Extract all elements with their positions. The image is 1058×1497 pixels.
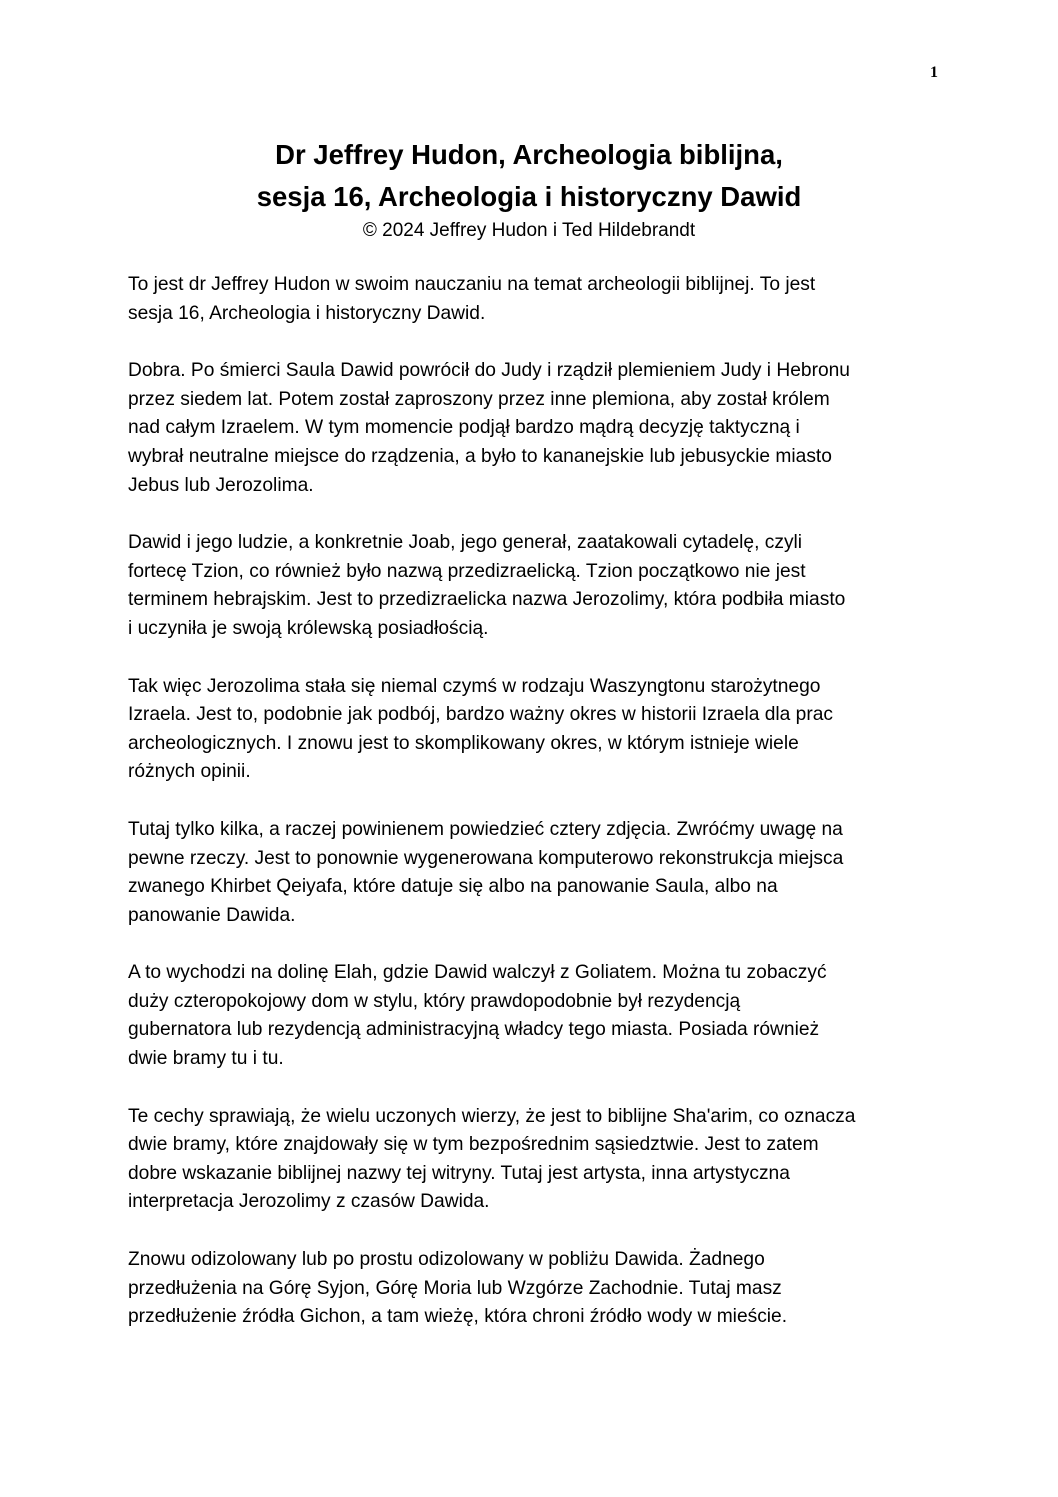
text-line: terminem hebrajskim. Jest to przedizraelicka nazwa Jerozolimy, która podbiła miasto bbox=[128, 589, 846, 611]
document-title-line-2: sesja 16, Archeologia i historyczny Dawid bbox=[256, 181, 802, 212]
text-line: przedłużenia na Górę Syjon, Górę Moria lub Wzgórze Zachodnie. Tutaj masz bbox=[128, 1277, 782, 1299]
paragraph bbox=[128, 1246, 928, 1332]
paragraph bbox=[128, 529, 928, 643]
text-line: przedłużenie źródła Gichon, a tam wieżę, która chroni źródło wody w mieście. bbox=[128, 1306, 788, 1328]
text-line: i uczyniła je swoją królewską posiadłością. bbox=[128, 617, 489, 639]
text-line: fortecę Tzion, co również było nazwą przedizraelicką. Tzion początkowo nie jest bbox=[128, 560, 806, 582]
paragraph bbox=[128, 357, 928, 500]
text-line: interpretacja Jerozolimy z czasów Dawida. bbox=[128, 1191, 490, 1213]
paragraph bbox=[128, 959, 928, 1073]
text-line: A to wychodzi na dolinę Elah, gdzie Dawid walczył z Goliatem. Można tu zobaczyć bbox=[128, 962, 827, 984]
text-line: Jebus lub Jerozolima. bbox=[128, 474, 314, 496]
text-line: różnych opinii. bbox=[128, 761, 251, 783]
text-line: wybrał neutralne miejsce do rządzenia, a było to kananejskie lub jebusyckie miasto bbox=[128, 445, 832, 467]
text-line: Tak więc Jerozolima stała się niemal czymś w rodzaju Waszyngtonu starożytnego bbox=[128, 675, 821, 697]
text-line: przez siedem lat. Potem został zaproszony przez inne plemiona, aby został królem bbox=[128, 388, 830, 410]
document-body bbox=[128, 271, 928, 1361]
text-line: panowanie Dawida. bbox=[128, 904, 296, 926]
text-line: dwie bramy tu i tu. bbox=[128, 1048, 284, 1070]
text-line: pewne rzeczy. Jest to ponownie wygenerowana komputerowo rekonstrukcja miejsca bbox=[128, 847, 844, 869]
copyright-notice: © 2024 Jeffrey Hudon i Ted Hildebrandt bbox=[362, 220, 696, 241]
paragraph bbox=[128, 1103, 928, 1217]
text-line: Te cechy sprawiają, że wielu uczonych wierzy, że jest to biblijne Sha'arim, co oznacza bbox=[128, 1105, 856, 1127]
text-line: nad całym Izraelem. W tym momencie podjął bardzo mądrą decyzję taktyczną i bbox=[128, 417, 800, 439]
document-header bbox=[128, 134, 930, 244]
text-line: Znowu odizolowany lub po prostu odizolowany w pobliżu Dawida. Żadnego bbox=[128, 1249, 765, 1271]
paragraph bbox=[128, 816, 928, 930]
text-line: duży czteropokojowy dom w stylu, który prawdopodobnie był rezydencją bbox=[128, 990, 741, 1012]
text-line: Dobra. Po śmierci Saula Dawid powrócił do Judy i rządził plemieniem Judy i Hebronu bbox=[128, 360, 850, 382]
text-line: Izraela. Jest to, podobnie jak podbój, bardzo ważny okres w historii Izraela dla prac bbox=[128, 704, 833, 726]
text-line: archeologicznych. I znowu jest to skomplikowany okres, w którym istnieje wiele bbox=[128, 732, 799, 754]
page-number: 1 bbox=[930, 64, 938, 81]
text-line: dwie bramy, które znajdowały się w tym bezpośrednim sąsiedztwie. Jest to zatem bbox=[128, 1134, 819, 1156]
text-line: gubernatora lub rezydencją administracyjną władcy tego miasta. Posiada również bbox=[128, 1019, 820, 1041]
text-line: Tutaj tylko kilka, a raczej powinienem powiedzieć cztery zdjęcia. Zwróćmy uwagę na bbox=[128, 818, 843, 840]
text-line: Dawid i jego ludzie, a konkretnie Joab, jego generał, zaatakowali cytadelę, czyli bbox=[128, 532, 803, 554]
text-line: sesja 16, Archeologia i historyczny Dawid. bbox=[128, 302, 486, 324]
document-title-line-1: Dr Jeffrey Hudon, Archeologia biblijna, bbox=[275, 139, 783, 170]
text-line: To jest dr Jeffrey Hudon w swoim nauczaniu na temat archeologii biblijnej. To jest bbox=[128, 274, 816, 295]
paragraph bbox=[128, 673, 928, 787]
text-line: zwanego Khirbet Qeiyafa, które datuje się albo na panowanie Saula, albo na bbox=[128, 876, 778, 898]
paragraph bbox=[128, 271, 928, 328]
text-line: dobre wskazanie biblijnej nazwy tej witryny. Tutaj jest artysta, inna artystyczna bbox=[128, 1162, 790, 1184]
